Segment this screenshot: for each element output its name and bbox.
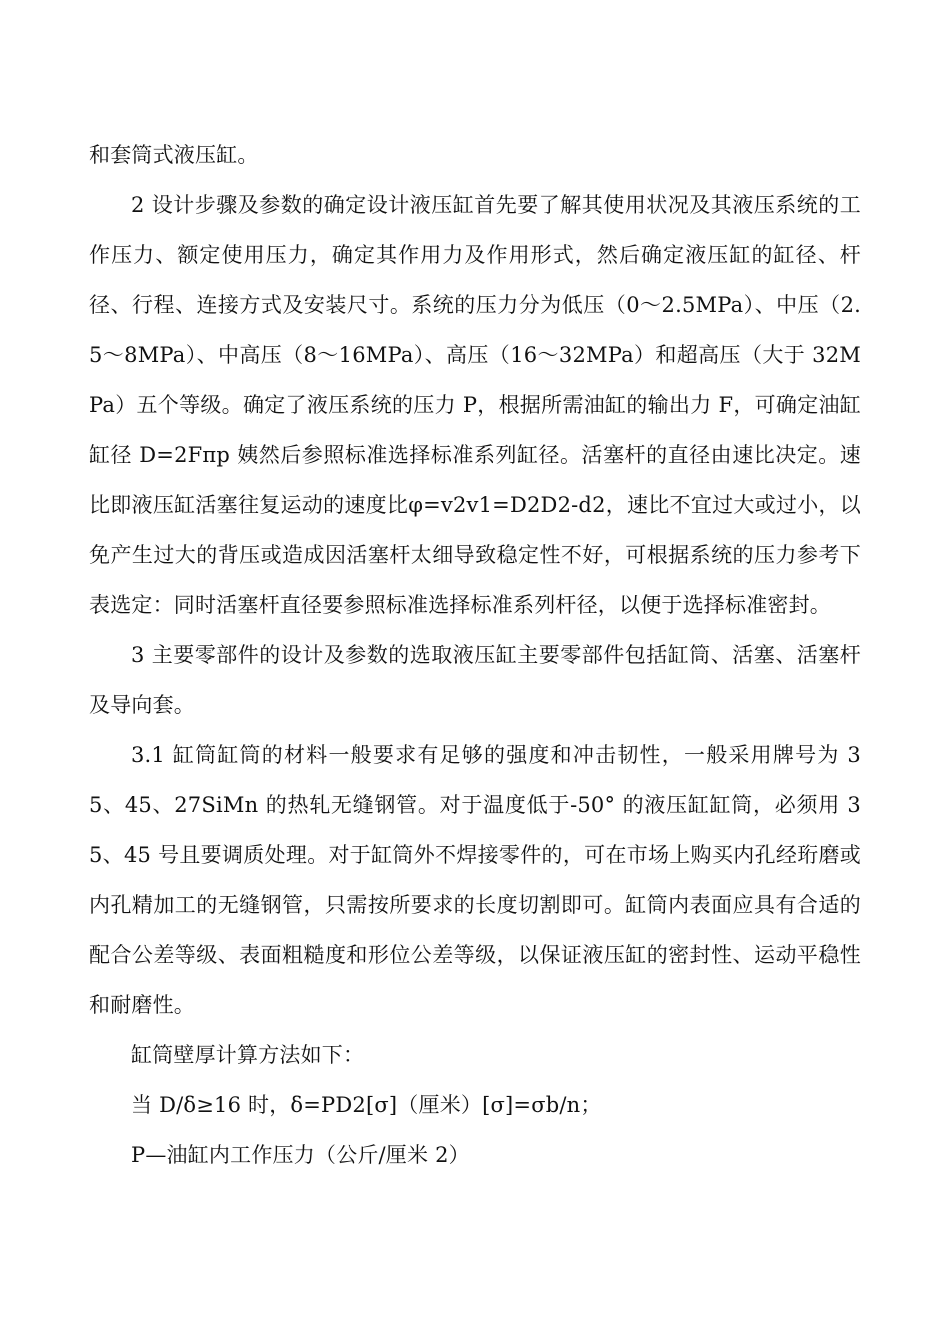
paragraph-wall-thickness-heading: 缸筒壁厚计算方法如下： <box>131 1043 365 1067</box>
paragraph-formula: 当 D/δ≥16 时，δ=PD2[σ]（厘米）[σ]=σb/n； <box>131 1093 602 1117</box>
paragraph-section-3-1: 3.1 缸筒缸筒的材料一般要求有足够的强度和冲击韧性，一般采用牌号为 35、45、27SiMn 的热轧无缝钢管。对于温度低于-50° 的液压缸缸筒，必须用 35、45 号且要调质处理。对于缸筒外不焊接零件的，可在市场上购买内孔经珩磨或内孔精加工的无缝钢管，只需按所要求的长度切割即可。缸筒内表面应具有合适的配合公差等级、表面粗糙度和形位公差等级，以保证液压缸的密封性、运动平稳性和耐磨性。 <box>89 743 861 1017</box>
paragraph-variable-definition: P—油缸内工作压力（公斤/厘米 2） <box>131 1143 470 1167</box>
paragraph-section-3: 3 主要零部件的设计及参数的选取液压缸主要零部件包括缸筒、活塞、活塞杆及导向套。 <box>89 643 861 717</box>
paragraph-intro-tail: 和套筒式液压缸。 <box>89 143 259 167</box>
document-body <box>89 130 861 1180</box>
paragraph-section-2: 2 设计步骤及参数的确定设计液压缸首先要了解其使用状况及其液压系统的工作压力、额定使用压力，确定其作用力及作用形式，然后确定液压缸的缸径、杆径、行程、连接方式及安装尺寸。系统的压力分为低压（0～2.5MPa）、中压（2.5～8MPa）、中高压（8～16MPa）、高压（16～32MPa）和超高压（大于 32MPa）五个等级。确定了液压系统的压力 P，根据所需油缸的输出力 F，可确定油缸缸径 D=2Fπp 姨然后参照标准选择标准系列缸径。活塞杆的直径由速比决定。速比即液压缸活塞往复运动的速度比φ=v2v1=D2D2-d2，速比不宜过大或过小，以免产生过大的背压或造成因活塞杆太细导致稳定性不好，可根据系统的压力参考下表选定：同时活塞杆直径要参照标准选择标准系列杆径，以便于选择标准密封。 <box>89 193 861 617</box>
